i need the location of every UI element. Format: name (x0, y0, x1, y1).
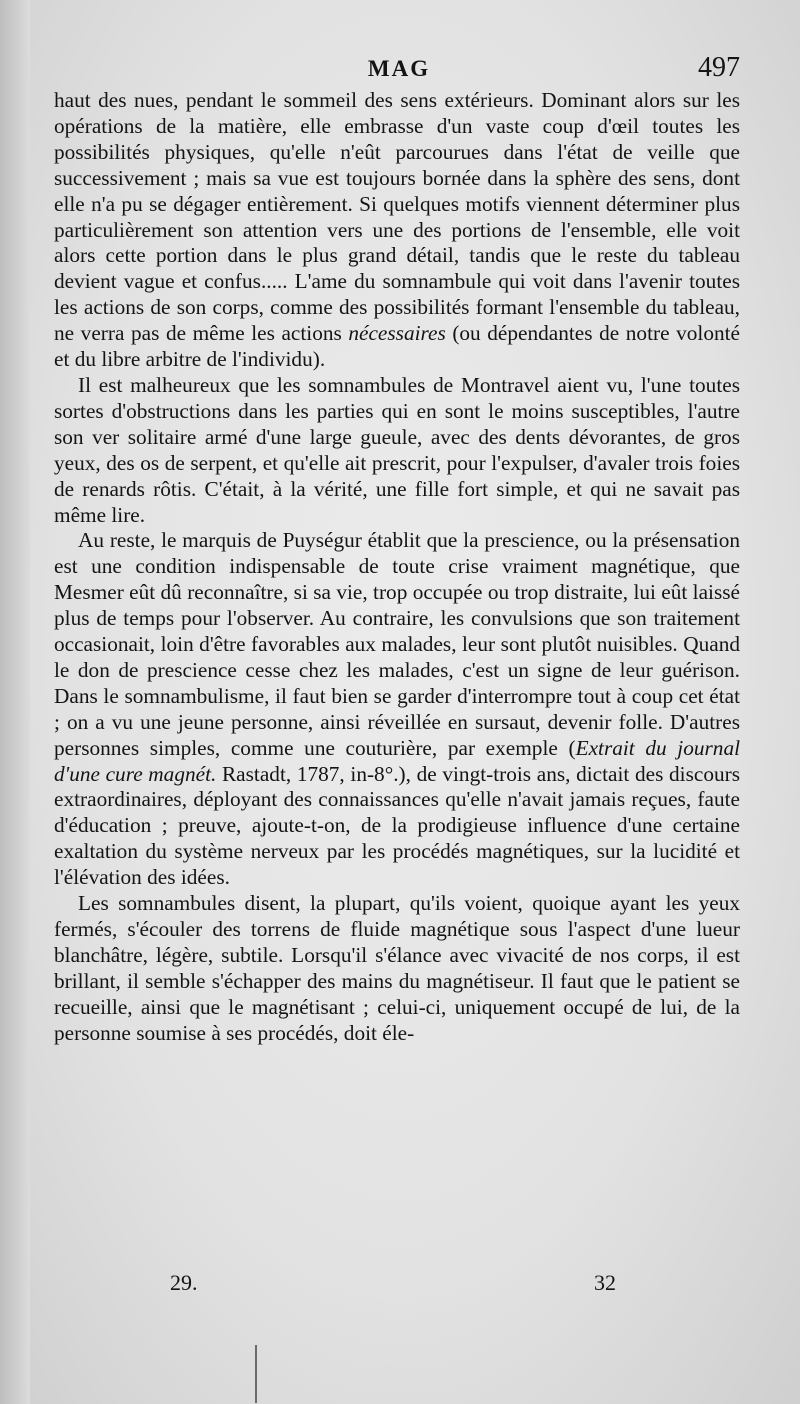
sheet-number: 32 (594, 1270, 616, 1295)
signature-mark: 29. (170, 1270, 198, 1295)
body-text (54, 88, 740, 1047)
text-run: Rastadt, 1787, in-8°.), de vingt-trois ans, dictait des discours extraordinaires, déployant des connaissances qu'elle n'avait jamais reçues, faute d'éducation ; preuve, ajoute-t-on, de la prodigieuse influence d'une certaine exaltation du système nerveux par les procédés magnétiques, sur la lucidité et l'élévation des idées. (54, 761, 740, 890)
text-run: haut des nues, pendant le sommeil des sens extérieurs. Dominant alors sur les opérations de la matière, elle embrasse d'un vaste coup d'œil toutes les possibilités physiques, qu'elle n'eût parcourues dans l'état de veille que successivement ; mais sa vue est toujours bornée dans la sphère des sens, dont elle n'a pu se dégager entièrement. Si quelques motifs viennent déterminer plus particulièrement son attention vers une des portions de l'ensemble, elle voit alors cette portion dans le plus grand détail, tandis que le reste du tableau devient vague et confus..... L'ame du somnambule qui voit dans l'avenir toutes les actions de son corps, comme des possibilités formant l'ensemble du tableau, ne verra pas de même les actions (54, 88, 740, 346)
text-run: Les somnambules disent, la plupart, qu'ils voient, quoique ayant les yeux fermés, s'écouler des torrens de fluide magnétique sous l'aspect d'une lueur blanchâtre, légère, subtile. Lorsqu'il s'élance avec vivacité de nos corps, il est brillant, il semble s'échapper des mains du magnétiseur. Il faut que le patient se recueille, ainsi que le magnétisant ; celui-ci, uniquement occupé de lui, de la personne soumise à ses procédés, doit éle- (54, 891, 740, 1045)
paragraph-3 (54, 528, 740, 891)
page-header (54, 52, 740, 92)
italic-run: nécessaires (348, 321, 446, 346)
paragraph-2 (54, 373, 740, 528)
text-run: (ou dépendantes de notre volonté et du libre arbitre de l'individu). (54, 321, 740, 372)
margin-line (255, 1345, 257, 1403)
binding-gutter (0, 0, 30, 1404)
text-run: Au reste, le marquis de Puységur établit que la prescience, ou la présensation est une condition indispensable de toute crise vraiment magnétique, que Mesmer eût dû reconnaître, si sa vie, trop occupée ou trop distraite, lui eût laissé plus de temps pour l'observer. Au contraire, les convulsions que son traitement occasionait, loin d'être favorables aux malades, leur sont plutôt nuisibles. Quand le don de prescience cesse chez les malades, c'est un signe de leur guérison. Dans le somnambulisme, il faut bien se garder d'interrompre tout à coup cet état ; on a vu une jeune personne, ainsi réveillée en sursaut, devenir folle. D'autres personnes simples, comme une couturière, par exemple ( (54, 528, 740, 760)
text-run: Il est malheureux que les somnambules de Montravel aient vu, l'une toutes sortes d'obstructions dans les parties qui en sont le moins susceptibles, l'autre son ver solitaire armé d'une large gueule, avec des dents dévorantes, de gros yeux, des os de serpent, et qu'elle ait prescrit, pour l'expulser, d'avaler trois foies de renards rôtis. C'était, à la vérité, une fille fort simple, et qui ne savait pas même lire. (54, 372, 740, 527)
page-number: 497 (698, 52, 740, 83)
paragraph-1 (54, 88, 740, 373)
italic-run: Extrait du journal d'une cure magnét. (54, 735, 741, 786)
running-head: MAG (367, 56, 431, 81)
page-footer (54, 1270, 740, 1300)
paragraph-4 (54, 891, 740, 1046)
